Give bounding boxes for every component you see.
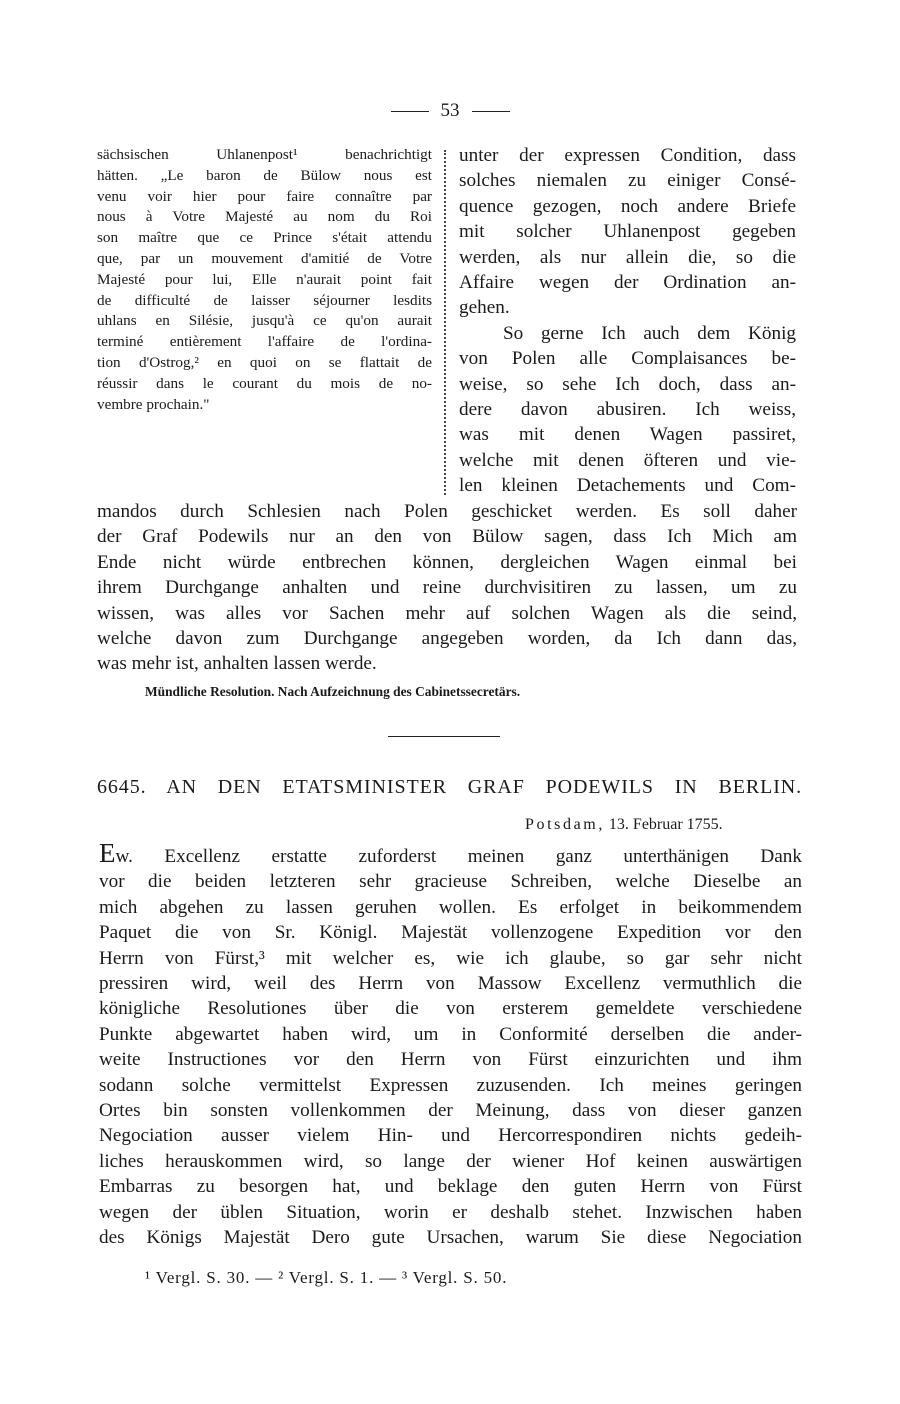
text-line: len kleinen Detachements und Com- xyxy=(459,475,796,497)
text-line: des Königs Majestät Dero gute Ursachen, warum Sie diese Negociation xyxy=(99,1227,802,1249)
column-divider xyxy=(444,150,446,495)
text-line: Embarras zu besorgen hat, und beklage den guten Herrn von Fürst xyxy=(99,1176,802,1198)
letter-heading: 6645. AN DEN ETATSMINISTER GRAF PODEWILS IN BERLIN. xyxy=(97,776,802,798)
text-line: der Graf Podewils nur an den von Bülow sagen, dass Ich Mich am xyxy=(97,526,797,548)
text-line: tion d'Ostrog,² en quoi on se flattait de xyxy=(97,353,432,371)
drop-initial: E xyxy=(99,838,116,868)
right-column-text xyxy=(459,143,796,499)
text-line: liches herauskommen wird, so lange der wiener Hof keinen auswärtigen xyxy=(99,1150,802,1172)
header-rule-left xyxy=(391,111,429,112)
text-line: que, par un mouvement d'amitié de Votre xyxy=(97,249,432,267)
text-line: hätten. „Le baron de Bülow nous est xyxy=(97,166,432,184)
text-line: mich abgehen zu lassen geruhen wollen. Es erfolget in beikommendem xyxy=(99,896,802,918)
text-line: mit solcher Uhlanenpost gegeben xyxy=(459,221,796,243)
text-line: So gerne Ich auch dem König xyxy=(503,322,796,344)
text-line: Paquet die von Sr. Königl. Majestät vollenzogene Expedition vor den xyxy=(99,922,802,944)
text-line: venu voir hier pour faire connaître par xyxy=(97,187,432,205)
text-line: Negociation ausser vielem Hin- und Hercorrespondiren nichts gedeih- xyxy=(99,1125,802,1147)
text-line: pressiren wird, weil des Herrn von Massow Excellenz vermuthlich die xyxy=(99,973,802,995)
dateline xyxy=(525,816,723,834)
text-line: was mehr ist, anhalten lassen werde. xyxy=(97,653,377,675)
text-line: Affaire wegen der Ordination an- xyxy=(459,272,796,294)
header-rule-right xyxy=(472,111,510,112)
text-line: Ortes bin sonsten vollenkommen der Meinung, dass von dieser ganzen xyxy=(99,1100,802,1122)
page-number: 53 xyxy=(440,100,460,121)
text-line: welche davon zum Durchgange angegeben worden, da Ich dann das, xyxy=(97,628,797,650)
text-line: nous à Votre Majesté au nom du Roi xyxy=(97,208,432,226)
source-note: Mündliche Resolution. Nach Aufzeichnung des Cabinetssecretärs. xyxy=(145,684,521,699)
text-line: Punkte abgewartet haben wird, um in Conformité derselben die ander- xyxy=(99,1023,802,1045)
dateline-date: 13. Februar 1755. xyxy=(608,816,723,833)
text-line: quence gezogen, noch andere Briefe xyxy=(459,195,796,217)
text-line: welche mit denen öfteren und vie- xyxy=(459,449,796,471)
text-line: uhlans en Silésie, jusqu'à ce qu'on aurait xyxy=(97,312,432,330)
text-line: ihrem Durchgange anhalten und reine durchvisitiren zu lassen, um zu xyxy=(97,577,797,599)
text-line: wissen, was alles vor Sachen mehr auf solchen Wagen als die seind, xyxy=(97,602,797,624)
text-line: was mit denen Wagen passiret, xyxy=(459,424,796,446)
page-header xyxy=(0,100,900,122)
text-line: sächsischen Uhlanenpost¹ benachrichtigt xyxy=(97,146,432,163)
text-line: solches niemalen zu einiger Consé- xyxy=(459,170,796,192)
text-line: werden, als nur allein die, so die xyxy=(459,246,796,268)
text-line: réussir dans le courant du mois de no- xyxy=(97,374,432,392)
text-line: von Polen alle Complaisances be- xyxy=(459,348,796,370)
left-column-text xyxy=(97,145,432,415)
text-line: mandos durch Schlesien nach Polen geschicket werden. Es soll daher xyxy=(97,501,797,522)
dateline-place: Potsdam, xyxy=(525,816,605,833)
text-line: dere davon abusiren. Ich weiss, xyxy=(459,399,796,421)
text-line: terminé entièrement l'affaire de l'ordina- xyxy=(97,333,432,351)
text-line: Ew. Excellenz erstatte zuforderst meinen ganz unterthänigen Dank xyxy=(99,838,802,868)
text-line: son maître que ce Prince s'était attendu xyxy=(97,229,432,247)
text-line: königliche Resolutiones über die von ersterem gemeldete verschiedene xyxy=(99,998,802,1020)
text-line: de difficulté de laisser séjourner lesdits xyxy=(97,291,432,309)
letter-body xyxy=(99,838,802,1251)
section-separator xyxy=(388,736,500,737)
text-line: Majesté pour lui, Elle n'aurait point fait xyxy=(97,270,432,288)
text-line: sodann solche vermittelst Expressen zuzusenden. Ich meines geringen xyxy=(99,1074,802,1096)
text-line: Herrn von Fürst,³ mit welcher es, wie ich glaube, so gar sehr nicht xyxy=(99,947,802,969)
text-line: unter der expressen Condition, dass xyxy=(459,145,796,166)
full-width-paragraph xyxy=(97,499,797,677)
text-line: weite Instructiones vor den Herrn von Fürst einzurichten und ihm xyxy=(99,1049,802,1071)
text-line: Ende nicht würde entbrechen können, dergleichen Wagen einmal bei xyxy=(97,551,797,573)
text-line: wegen der üblen Situation, worin er deshalb stehet. Inzwischen haben xyxy=(99,1201,802,1223)
text-line: gehen. xyxy=(459,297,510,319)
text-line: vembre prochain." xyxy=(97,395,210,413)
footnotes: ¹ Vergl. S. 30. — ² Vergl. S. 1. — ³ Vergl. S. 50. xyxy=(145,1268,508,1287)
text-line: weise, so sehe Ich doch, dass an- xyxy=(459,373,796,395)
text-line: vor die beiden letzteren sehr gracieuse Schreiben, welche Dieselbe an xyxy=(99,871,802,893)
